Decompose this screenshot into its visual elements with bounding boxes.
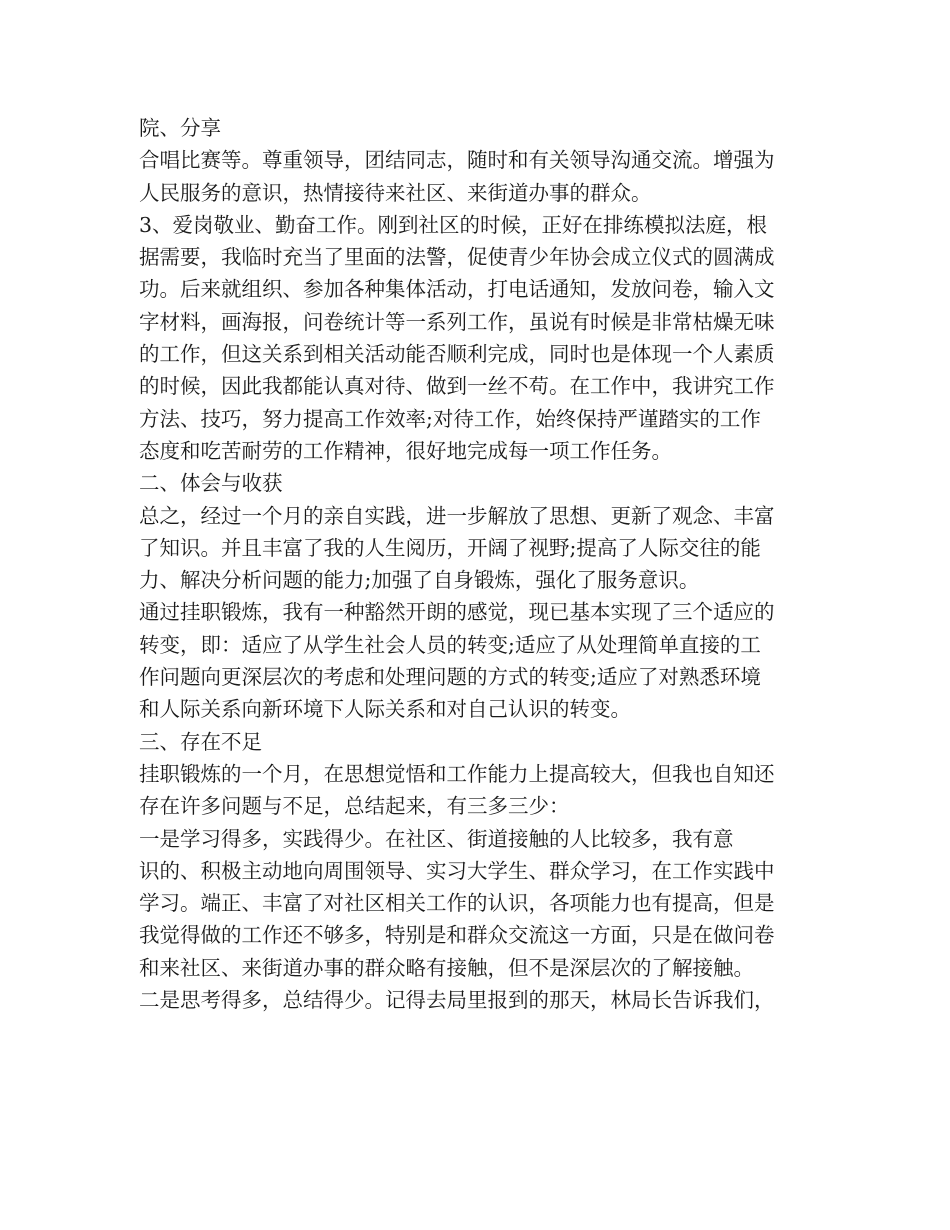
text-line: 存在许多问题与不足，总结起来，有三多三少： (139, 794, 570, 819)
text-line: 的时候，因此我都能认真对待、做到一丝不苟。在工作中，我讲究工作 (139, 374, 775, 399)
text-line: 作问题向更深层次的考虑和处理问题的方式的转变;适应了对熟悉环境 (139, 665, 761, 690)
text-line: 的工作，但这关系到相关活动能否顺利完成，同时也是体现一个人素质 (139, 342, 775, 367)
text-line: 二是思考得多，总结得少。记得去局里报到的那天，林局长告诉我们， (139, 988, 775, 1013)
text-line: 合唱比赛等。尊重领导，团结同志，随时和有关领导沟通交流。增强为 (139, 148, 775, 173)
section-heading: 二、体会与收获 (139, 471, 283, 496)
body-text (139, 112, 819, 1016)
text-line: 和人际关系向新环境下人际关系和对自己认识的转变。 (139, 697, 631, 722)
text-line: 院、分享 (139, 116, 221, 140)
text-line: 据需要，我临时充当了里面的法警，促使青少年协会成立仪式的圆满成 (139, 245, 775, 270)
text-line: 力、解决分析问题的能力;加强了自身锻炼，强化了服务意识。 (139, 568, 700, 593)
text-line: 字材料，画海报，问卷统计等一系列工作，虽说有时候是非常枯燥无味 (139, 309, 775, 334)
text-line: 功。后来就组织、参加各种集体活动，打电话通知，发放问卷，输入文 (139, 277, 775, 302)
text-line: 总之，经过一个月的亲自实践，进一步解放了思想、更新了观念、丰富 (139, 503, 775, 528)
text-line: 和来社区、来街道办事的群众略有接触，但不是深层次的了解接触。 (139, 955, 754, 980)
text-line: 通过挂职锻炼，我有一种豁然开朗的感觉，现已基本实现了三个适应的 (139, 600, 775, 625)
text-line: 识的、积极主动地向周围领导、实习大学生、群众学习，在工作实践中 (139, 858, 775, 883)
text-line: 了知识。并且丰富了我的人生阅历，开阔了视野;提高了人际交往的能 (139, 535, 761, 560)
text-line: 态度和吃苦耐劳的工作精神，很好地完成每一项工作任务。 (139, 438, 672, 463)
text-line: 3、爱岗敬业、勤奋工作。刚到社区的时候，正好在排练模拟法庭，根 (139, 212, 768, 237)
text-line: 人民服务的意识，热情接待来社区、来街道办事的群众。 (139, 180, 652, 205)
text-line: 方法、技巧，努力提高工作效率;对待工作，始终保持严谨踏实的工作 (139, 406, 761, 431)
text-line: 转变，即：适应了从学生社会人员的转变;适应了从处理简单直接的工 (139, 632, 761, 657)
text-line: 挂职锻炼的一个月，在思想觉悟和工作能力上提高较大，但我也自知还 (139, 761, 775, 786)
text-line: 学习。端正、丰富了对社区相关工作的认识，各项能力也有提高，但是 (139, 891, 775, 916)
section-heading: 三、存在不足 (139, 729, 262, 754)
text-line: 我觉得做的工作还不够多，特别是和群众交流这一方面，只是在做问卷 (139, 923, 775, 948)
text-line: 一是学习得多，实践得少。在社区、街道接触的人比较多，我有意 (139, 826, 734, 851)
